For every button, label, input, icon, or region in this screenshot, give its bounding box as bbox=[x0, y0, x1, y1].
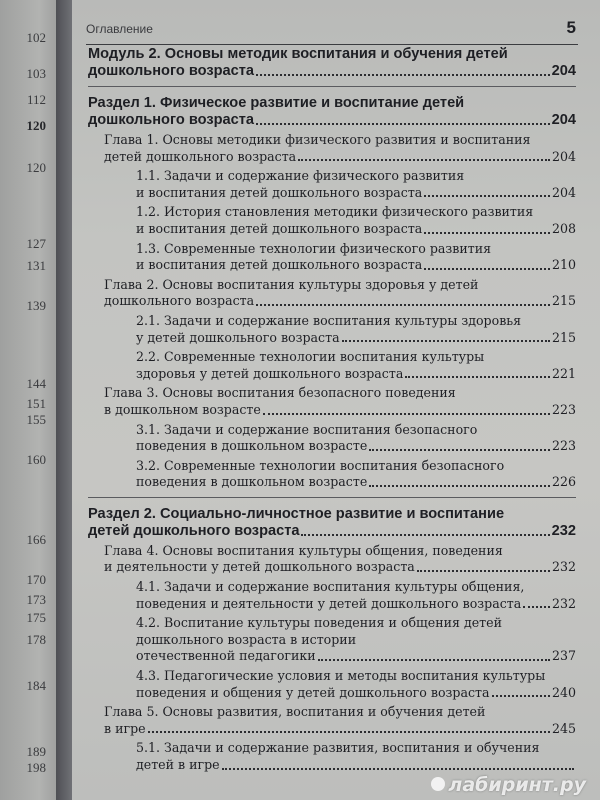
toc-entry-text: отечественной педагогики bbox=[136, 648, 316, 664]
left-page-number: 173 bbox=[26, 592, 46, 607]
toc-entry-chapter[interactable] bbox=[88, 385, 576, 418]
toc-entry-text: дошкольного возраста bbox=[88, 63, 254, 79]
toc-entry-sub[interactable] bbox=[88, 668, 576, 701]
left-page-number: 131 bbox=[26, 258, 46, 273]
toc-page-number: 215 bbox=[551, 293, 576, 309]
toc-entry-text: здоровья у детей дошкольного возраста bbox=[136, 365, 404, 381]
toc-entry-text: Раздел 2. Социально-личностное развитие и воспитание bbox=[88, 505, 505, 522]
dot-leader bbox=[298, 158, 550, 161]
dot-leader bbox=[405, 375, 550, 378]
toc-entry-text: Модуль 2. Основы методик воспитания и обучения детей bbox=[88, 46, 508, 62]
toc-entry-sub[interactable] bbox=[88, 168, 576, 201]
labirint-logo-icon bbox=[431, 777, 445, 791]
toc-entry-text: и воспитания детей дошкольного возраста bbox=[136, 257, 423, 273]
toc-entry-text: дошкольного возраста в истории bbox=[136, 631, 357, 647]
toc-entry-text: детей дошкольного возраста bbox=[104, 148, 297, 164]
toc-entry-text: поведения в дошкольном возрасте bbox=[136, 438, 368, 454]
toc-page bbox=[72, 0, 600, 800]
dot-leader bbox=[256, 122, 550, 125]
toc-page-number: 204 bbox=[551, 112, 576, 128]
toc-entry-text: Глава 2. Основы воспитания культуры здоровья у детей bbox=[104, 276, 479, 292]
toc-entry-text: поведения и деятельности у детей дошкольного возраста bbox=[136, 595, 522, 611]
dot-leader bbox=[523, 605, 550, 608]
page-number: 5 bbox=[566, 18, 576, 37]
toc-entry-sub[interactable] bbox=[88, 740, 576, 773]
toc-page-number: 226 bbox=[551, 474, 576, 490]
toc-entry-text: 1.1. Задачи и содержание физического развития bbox=[136, 168, 465, 184]
toc-entry-chapter[interactable] bbox=[88, 132, 576, 165]
dot-leader bbox=[424, 231, 550, 234]
toc-page-number: 240 bbox=[551, 684, 576, 700]
toc-page-number: 232 bbox=[551, 559, 576, 575]
dot-leader bbox=[417, 569, 550, 572]
dot-leader bbox=[256, 303, 550, 306]
toc-entry-text: Глава 4. Основы воспитания культуры общения, поведения bbox=[104, 542, 503, 558]
toc-entry-text: 5.1. Задачи и содержание развития, воспитания и обучения bbox=[136, 740, 540, 756]
toc-entry-text: в игре bbox=[104, 720, 146, 736]
toc-entry-module[interactable] bbox=[88, 46, 576, 80]
toc-page-number: 232 bbox=[551, 522, 576, 539]
watermark bbox=[431, 774, 586, 796]
dot-leader bbox=[222, 767, 574, 770]
running-title: Оглавление bbox=[86, 22, 153, 36]
dot-leader bbox=[424, 267, 550, 270]
toc-entry-sub[interactable] bbox=[88, 241, 576, 274]
toc-entry-sub[interactable] bbox=[88, 422, 576, 455]
dot-leader bbox=[301, 533, 549, 536]
toc-entry-section[interactable] bbox=[88, 506, 576, 540]
toc-entry-text: Раздел 1. Физическое развитие и воспитание детей bbox=[88, 95, 465, 111]
toc-entry-text: 3.1. Задачи и содержание воспитания безопасного bbox=[136, 421, 478, 437]
left-page-number: 178 bbox=[26, 632, 46, 647]
left-page-number: 160 bbox=[26, 452, 46, 467]
toc-page-number: 204 bbox=[551, 148, 576, 164]
left-page-number: 102 bbox=[26, 30, 46, 45]
toc-entry-text: и воспитания детей дошкольного возраста bbox=[136, 220, 423, 236]
toc-entry-text: поведения и общения у детей дошкольного возраста bbox=[136, 684, 490, 700]
left-page-number: 144 bbox=[26, 376, 46, 391]
dot-leader bbox=[148, 730, 550, 733]
left-page-number: 120 bbox=[26, 160, 46, 175]
dot-leader bbox=[492, 694, 550, 697]
toc-entry-text: поведения в дошкольном возрасте bbox=[136, 474, 368, 490]
left-page-number: 166 bbox=[26, 532, 46, 547]
toc-entry-text: 4.1. Задачи и содержание воспитания культуры общения, bbox=[136, 579, 525, 595]
toc-page-number: 210 bbox=[551, 257, 576, 273]
toc-entry-text: 4.3. Педагогические условия и методы воспитания культуры bbox=[136, 668, 546, 684]
toc-entry-text: 2.2. Современные технологии воспитания культуры bbox=[136, 349, 485, 365]
dot-leader bbox=[369, 484, 550, 487]
toc-entry-sub[interactable] bbox=[88, 204, 576, 237]
toc-entry-sub[interactable] bbox=[88, 458, 576, 491]
table-of-contents bbox=[88, 46, 576, 774]
left-page-number: 155 bbox=[26, 412, 46, 427]
toc-entry-text: у детей дошкольного возраста bbox=[136, 329, 340, 345]
section-divider bbox=[88, 86, 576, 87]
toc-entry-text: и деятельности у детей дошкольного возраста bbox=[104, 559, 415, 575]
left-page-number: 151 bbox=[26, 396, 46, 411]
dot-leader bbox=[424, 194, 550, 197]
toc-page-number: 232 bbox=[551, 595, 576, 611]
toc-entry-text: и воспитания детей дошкольного возраста bbox=[136, 184, 423, 200]
toc-page-number: 221 bbox=[551, 365, 576, 381]
left-page-number: 120 bbox=[26, 118, 46, 133]
left-page-number: 189 bbox=[26, 744, 46, 759]
toc-entry-text: детей в игре bbox=[136, 757, 220, 772]
toc-entry-chapter[interactable] bbox=[88, 277, 576, 310]
toc-page-number: 215 bbox=[551, 329, 576, 345]
toc-page-number: 245 bbox=[551, 720, 576, 736]
toc-entry-text: 4.2. Воспитание культуры поведения и общения детей bbox=[136, 615, 502, 631]
toc-page-number: 223 bbox=[551, 438, 576, 454]
toc-page-number: 204 bbox=[551, 184, 576, 200]
toc-entry-text: в дошкольном возрасте bbox=[104, 401, 261, 417]
toc-entry-sub[interactable] bbox=[88, 579, 576, 612]
toc-entry-text: Глава 1. Основы методики физического развития и воспитания bbox=[104, 132, 531, 147]
toc-entry-section[interactable] bbox=[88, 95, 576, 129]
toc-entry-text: 1.2. История становления методики физического развития bbox=[136, 204, 534, 220]
left-page-edge bbox=[0, 0, 56, 800]
dot-leader bbox=[369, 448, 550, 451]
left-page-number: 103 bbox=[26, 66, 46, 81]
watermark-text: лабиринт.ру bbox=[448, 774, 586, 796]
left-page-number: 175 bbox=[26, 610, 46, 625]
page-header bbox=[86, 14, 578, 45]
toc-page-number: 237 bbox=[551, 648, 576, 664]
toc-entry-text: Глава 5. Основы развития, воспитания и обучения детей bbox=[104, 704, 486, 720]
left-page-number: 184 bbox=[26, 678, 46, 693]
toc-entry-sub[interactable] bbox=[88, 615, 576, 665]
toc-entry-text: дошкольного возраста bbox=[104, 293, 255, 309]
toc-entry-chapter[interactable] bbox=[88, 704, 576, 737]
left-page-number: 112 bbox=[26, 92, 46, 107]
left-page-number: 139 bbox=[26, 298, 46, 313]
left-page-number: 127 bbox=[26, 236, 46, 251]
dot-leader bbox=[342, 339, 550, 342]
toc-entry-text: дошкольного возраста bbox=[88, 112, 254, 128]
toc-page-number: 204 bbox=[551, 63, 576, 79]
toc-entry-text: 1.3. Современные технологии физического развития bbox=[136, 240, 492, 256]
dot-leader bbox=[318, 658, 550, 661]
dot-leader bbox=[256, 73, 550, 76]
book-gutter bbox=[56, 0, 72, 800]
left-page-number: 170 bbox=[26, 572, 46, 587]
section-divider bbox=[88, 497, 576, 498]
toc-entry-sub[interactable] bbox=[88, 349, 576, 382]
left-page-number: 198 bbox=[26, 760, 46, 775]
toc-entry-text: Глава 3. Основы воспитания безопасного поведения bbox=[104, 385, 456, 401]
toc-entry-text: 2.1. Задачи и содержание воспитания культуры здоровья bbox=[136, 312, 522, 328]
toc-page-number: 223 bbox=[551, 401, 576, 417]
dot-leader bbox=[263, 412, 550, 415]
toc-page-number: 208 bbox=[551, 220, 576, 236]
toc-entry-text: детей дошкольного возраста bbox=[88, 522, 300, 539]
toc-entry-text: 3.2. Современные технологии воспитания безопасного bbox=[136, 457, 505, 473]
toc-entry-chapter[interactable] bbox=[88, 543, 576, 576]
toc-entry-sub[interactable] bbox=[88, 313, 576, 346]
